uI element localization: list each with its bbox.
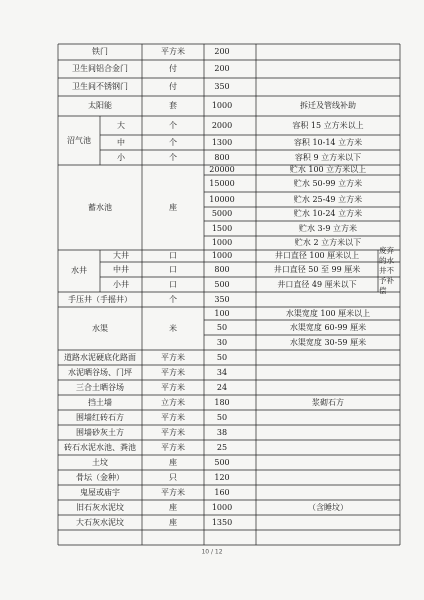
price-cell: 50 <box>216 412 228 422</box>
unit-cell: 个 <box>169 294 177 304</box>
unit-cell: 口 <box>169 251 177 260</box>
price-cell: 50 <box>216 352 228 362</box>
sub-item-name: 小井 <box>113 279 129 289</box>
note-cell: 容积 10-14 立方米 <box>293 137 363 147</box>
price-cell: 34 <box>216 367 228 377</box>
unit-cell: 立方米 <box>161 397 185 407</box>
price-cell: 350 <box>214 82 230 91</box>
unit-cell: 付 <box>169 82 177 91</box>
note-cell: 贮水 100 立方米以上 <box>289 165 367 174</box>
price-cell: 200 <box>214 47 230 56</box>
note-cell: 井口直径 50 至 99 厘米 <box>273 264 361 274</box>
note-cell: 浆砌石方 <box>312 397 344 407</box>
unit-cell: 口 <box>169 279 177 289</box>
price-cell: 1300 <box>211 137 233 147</box>
price-cell: 15000 <box>209 178 235 188</box>
item-name: 卫生间铝合金门 <box>72 64 128 73</box>
price-cell: 24 <box>216 382 228 392</box>
unit-cell: 座 <box>169 457 177 467</box>
note-cell: 容积 9 立方米以下 <box>294 152 362 162</box>
price-cell: 200 <box>214 64 230 73</box>
unit-cell: 平方米 <box>161 47 185 56</box>
price-cell: 5000 <box>211 209 233 218</box>
price-cell: 10000 <box>209 194 235 204</box>
sub-item-name: 中 <box>117 137 125 147</box>
unit-cell: 付 <box>169 64 177 73</box>
price-cell: 1000 <box>211 101 233 110</box>
item-name: 围墙砂灰土方 <box>76 427 124 437</box>
unit-cell: 米 <box>169 323 177 333</box>
sub-item-name: 大井 <box>113 251 129 260</box>
sub-item-name: 大 <box>117 120 125 130</box>
group-label: 水渠 <box>92 323 108 333</box>
item-name: 水泥晒谷场、门坪 <box>68 367 132 377</box>
item-name: 骨坛（金种） <box>76 472 124 482</box>
note-cell: 水渠宽度 30-59 厘米 <box>289 337 367 347</box>
price-cell: 1000 <box>211 502 233 512</box>
price-cell: 1500 <box>211 223 233 233</box>
item-name: 鬼屋或庙宇 <box>80 487 120 497</box>
price-cell: 350 <box>214 294 230 304</box>
price-cell: 38 <box>216 427 228 437</box>
item-name: 挡土墙 <box>88 397 112 407</box>
price-cell: 50 <box>216 322 228 332</box>
note-cell: 井口直径 49 厘米以下 <box>277 279 357 289</box>
price-cell: 30 <box>216 337 228 347</box>
item-name: 大石灰水泥坟 <box>76 517 124 527</box>
price-cell: 800 <box>214 152 230 162</box>
item-name: 土坟 <box>92 457 108 467</box>
page-number: 10 / 12 <box>201 548 223 556</box>
price-cell: 160 <box>214 487 230 497</box>
price-cell: 1000 <box>211 251 233 260</box>
item-name: 卫生间不锈钢门 <box>72 82 128 91</box>
unit-cell: 座 <box>169 517 177 527</box>
price-cell: 1350 <box>211 517 233 527</box>
note-cell: 贮水 50-99 立方米 <box>293 178 363 188</box>
unit-cell: 平方米 <box>161 442 185 452</box>
unit-cell: 只 <box>169 472 177 482</box>
note-cell: 贮水 10-24 立方米 <box>293 209 363 218</box>
price-cell: 25 <box>216 442 228 452</box>
group-label: 蓄水池 <box>88 202 112 212</box>
note-cell: 贮水 2 立方米以下 <box>294 238 362 247</box>
note-cell: 水渠宽度 60-99 厘米 <box>289 322 367 332</box>
unit-cell: 平方米 <box>161 352 185 362</box>
item-name: 三合土晒谷场 <box>76 382 124 392</box>
unit-cell: 个 <box>169 137 177 147</box>
item-name: 太阳能 <box>88 101 112 110</box>
group-label: 水井 <box>71 266 87 275</box>
price-cell: 20000 <box>209 165 235 174</box>
price-cell: 1000 <box>211 238 233 247</box>
sub-item-name: 小 <box>117 152 125 162</box>
note-cell: 拆迁及管线补助 <box>300 101 356 110</box>
price-cell: 800 <box>214 264 230 274</box>
note-cell: 水渠宽度 100 厘米以上 <box>285 308 371 318</box>
item-name: 砖石水泥水池、粪池 <box>64 442 136 452</box>
price-cell: 100 <box>214 308 230 318</box>
unit-cell: 平方米 <box>161 487 185 497</box>
group-label: 沼气池 <box>67 135 91 145</box>
unit-cell: 座 <box>169 502 177 512</box>
unit-cell: 平方米 <box>161 367 185 377</box>
item-name: 旧石灰水泥坟 <box>76 502 124 512</box>
price-cell: 500 <box>214 457 230 467</box>
unit-cell: 套 <box>169 101 177 110</box>
item-name: 铁门 <box>92 47 108 56</box>
price-cell: 2000 <box>211 120 233 130</box>
unit-cell: 平方米 <box>161 427 185 437</box>
unit-cell: 口 <box>169 264 177 274</box>
sub-item-name: 中井 <box>113 264 129 274</box>
note-cell: （含睡坟） <box>308 502 348 512</box>
note-cell: 贮水 3-9 立方米 <box>299 223 357 233</box>
price-cell: 120 <box>214 472 230 482</box>
item-name: 手压井（手摇井） <box>68 294 132 304</box>
unit-cell: 个 <box>169 152 177 162</box>
item-name: 道路水泥硬底化路面 <box>64 352 136 362</box>
unit-cell: 个 <box>169 120 177 130</box>
unit-cell: 座 <box>169 202 177 212</box>
note-cell: 容积 15 立方米以上 <box>292 120 364 130</box>
note-cell: 贮水 25-49 立方米 <box>293 194 363 204</box>
unit-cell: 平方米 <box>161 412 185 422</box>
unit-cell: 平方米 <box>161 382 185 392</box>
price-cell: 180 <box>214 397 230 407</box>
note-cell: 井口直径 100 厘米以上 <box>274 251 360 260</box>
price-cell: 500 <box>214 279 230 289</box>
item-name: 围墙红砖石方 <box>76 412 124 422</box>
well-extra-note: 废弃的水井不予补偿 <box>379 246 394 295</box>
